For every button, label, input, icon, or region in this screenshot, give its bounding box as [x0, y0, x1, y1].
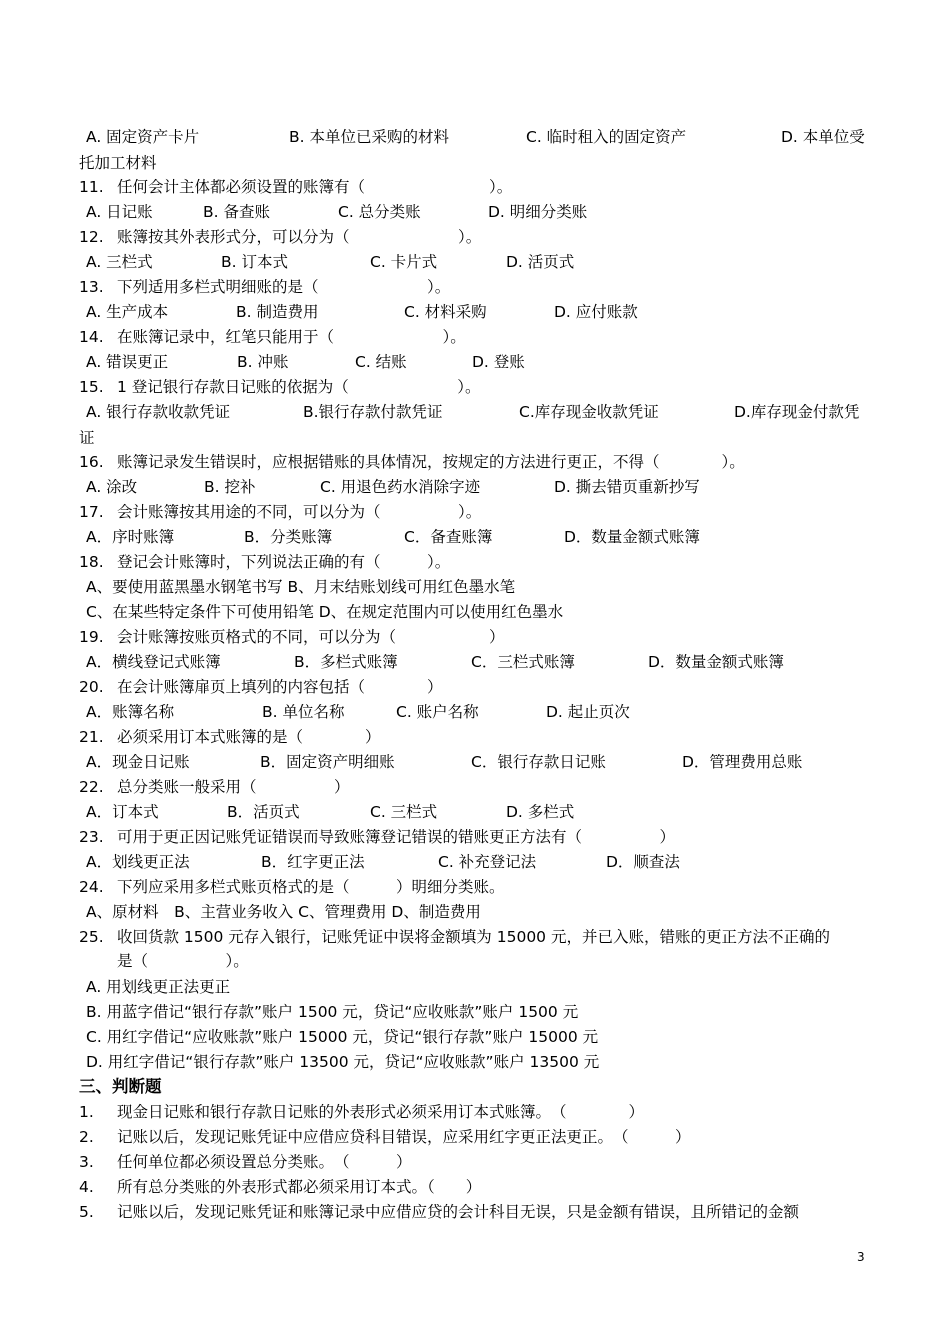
item-text: 在会计账簿扉页上填列的内容包括（ ）	[117, 678, 443, 696]
item-label: 25.	[79, 928, 104, 946]
item-label: A. 银行存款收款凭证	[86, 403, 231, 421]
item-text: C．三栏式账簿	[471, 653, 575, 671]
item-text: C. 总分类账	[338, 203, 421, 221]
item-label: 1.	[79, 1103, 94, 1121]
item-label: A．序时账簿	[86, 528, 175, 546]
item-label: A. 固定资产卡片	[86, 128, 200, 146]
item-text: 1 登记银行存款日记账的依据为（ ）。	[117, 378, 481, 396]
item-label: A．订本式	[86, 803, 159, 821]
item-text: B. 订本式	[221, 253, 288, 271]
item-text: D. 明细分类账	[488, 203, 588, 221]
item-text: 是（ ）。	[117, 952, 249, 970]
item-text: D．数量金额式账簿	[564, 528, 700, 546]
item-text: D．数量金额式账簿	[648, 653, 784, 671]
item-label: A. 日记账	[86, 203, 153, 221]
item-text: 记账以后，发现记账凭证中应借应贷科目错误，应采用红字更正法更正。 （ ）	[117, 1128, 691, 1146]
item-label: A．账簿名称	[86, 703, 175, 721]
item-label: 14.	[79, 328, 104, 346]
item-text: B．固定资产明细账	[260, 753, 395, 771]
item-label: 20.	[79, 678, 104, 696]
item-text: D. 本单位受	[781, 128, 865, 146]
item-text: C、在某些特定条件下可使用铅笔 D、在规定范围内可以使用红色墨水	[86, 603, 564, 621]
item-label: A．横线登记式账簿	[86, 653, 221, 671]
item-text: C. 账户名称	[396, 703, 479, 721]
item-label: 2.	[79, 1128, 94, 1146]
item-text: 现金日记账和银行存款日记账的外表形式必须采用订本式账簿。 （ ）	[117, 1103, 645, 1121]
item-text: D. 多栏式	[506, 803, 575, 821]
item-text: D. 登账	[472, 353, 525, 371]
item-text: C. 结账	[355, 353, 407, 371]
item-text: B. 制造费用	[236, 303, 319, 321]
item-text: D．管理费用总账	[682, 753, 803, 771]
item-label: A. 三栏式	[86, 253, 153, 271]
item-text: B．红字更正法	[261, 853, 365, 871]
item-label: 16.	[79, 453, 104, 471]
item-label: 12.	[79, 228, 104, 246]
item-text: 所有总分类账的外表形式都必须采用订本式。（ ）	[117, 1178, 482, 1196]
item-text: D. 起止页次	[546, 703, 630, 721]
item-text: C. 三栏式	[370, 803, 438, 821]
item-text: 可用于更正因记账凭证错误而导致账簿登记错误的错账更正方法有（ ）	[117, 828, 676, 846]
item-text: 记账以后，发现记账凭证和账簿记录中应借应贷的会计科目无误，只是金额有错误，且所错记的金额	[117, 1203, 800, 1221]
item-label: 23.	[79, 828, 104, 846]
item-text: 在账簿记录中，红笔只能用于（ ）。	[117, 328, 466, 346]
item-text: B. 冲账	[237, 353, 289, 371]
item-label: 21.	[79, 728, 104, 746]
item-label: 3.	[79, 1153, 94, 1171]
item-text: C．银行存款日记账	[471, 753, 606, 771]
item-text: C. 补充登记法	[438, 853, 537, 871]
item-text: D.库存现金付款凭	[734, 403, 860, 421]
item-label: 22.	[79, 778, 104, 796]
item-text: 收回货款 1500 元存入银行，记账凭证中误将金额填为 15000 元，并已入账，错账的更正方法不正确的	[117, 928, 830, 946]
item-text: 证	[79, 429, 95, 447]
item-text: B．多栏式账簿	[294, 653, 398, 671]
item-text: 会计账簿按其用途的不同，可以分为（ ）。	[117, 503, 482, 521]
item-text: A、要使用蓝黑墨水钢笔书写 B、月末结账划线可用红色墨水笔	[86, 578, 516, 596]
item-text: B. 备查账	[203, 203, 270, 221]
item-text: 三、判断题	[79, 1077, 162, 1096]
item-label: 4.	[79, 1178, 94, 1196]
item-text: 下列应采用多栏式账页格式的是（ ）明细分类账。	[117, 878, 505, 896]
page-number: 3	[857, 1250, 865, 1264]
item-text: B. 本单位已采购的材料	[289, 128, 449, 146]
item-text: C. 卡片式	[370, 253, 438, 271]
item-text: 账簿按其外表形式分，可以分为（ ）。	[117, 228, 482, 246]
item-text: B．分类账簿	[244, 528, 333, 546]
item-label: 24.	[79, 878, 104, 896]
item-text: C. 材料采购	[404, 303, 487, 321]
item-label: 19.	[79, 628, 104, 646]
item-text: D. 活页式	[506, 253, 575, 271]
item-text: 总分类账一般采用（ ）	[117, 778, 350, 796]
item-text: 必须采用订本式账簿的是（ ）	[117, 728, 381, 746]
item-text: 托加工材料	[79, 154, 157, 172]
item-text: 下列适用多栏式明细账的是（ ）。	[117, 278, 451, 296]
item-label: A. 生产成本	[86, 303, 169, 321]
item-text: 任何单位都必须设置总分类账。 （ ）	[117, 1153, 412, 1171]
item-text: 会计账簿按账页格式的不同，可以分为（ ）	[117, 628, 505, 646]
item-text: C. 用红字借记“应收账款”账户 15000 元，贷记“银行存款”账户 15000 元	[86, 1028, 599, 1046]
item-text: D. 用红字借记“银行存款”账户 13500 元，贷记“应收账款”账户 13500 元	[86, 1053, 600, 1071]
item-text: D. 应付账款	[554, 303, 638, 321]
item-text: B. 用蓝字借记“银行存款”账户 1500 元，贷记“应收账款”账户 1500 元	[86, 1003, 579, 1021]
item-text: D. 撕去错页重新抄写	[554, 478, 700, 496]
item-text: C.库存现金收款凭证	[519, 403, 659, 421]
item-label: A．划线更正法	[86, 853, 190, 871]
item-label: 11.	[79, 178, 104, 196]
item-label: A. 涂改	[86, 478, 138, 496]
item-text: A、原材料 B、主营业务收入 C、管理费用 D、制造费用	[86, 903, 481, 921]
item-text: B. 单位名称	[262, 703, 345, 721]
item-label: A．现金日记账	[86, 753, 190, 771]
item-text: A. 用划线更正法更正	[86, 978, 231, 996]
item-label: A. 错误更正	[86, 353, 169, 371]
item-text: B．活页式	[227, 803, 300, 821]
item-text: B.银行存款付款凭证	[303, 403, 443, 421]
item-text: C. 临时租入的固定资产	[526, 128, 687, 146]
item-label: 18.	[79, 553, 104, 571]
item-text: 账簿记录发生错误时，应根据错账的具体情况，按规定的方法进行更正，不得（ ）。	[117, 453, 745, 471]
item-text: 登记会计账簿时，下列说法正确的有（ ）。	[117, 553, 451, 571]
item-label: 5.	[79, 1203, 94, 1221]
item-text: B. 挖补	[204, 478, 256, 496]
item-text: D．顺查法	[606, 853, 680, 871]
item-text: 任何会计主体都必须设置的账簿有（ ）。	[117, 178, 513, 196]
item-label: 17.	[79, 503, 104, 521]
item-label: 13.	[79, 278, 104, 296]
item-text: C．备查账簿	[404, 528, 493, 546]
item-label: 15.	[79, 378, 104, 396]
item-text: C. 用退色药水消除字迹	[320, 478, 481, 496]
